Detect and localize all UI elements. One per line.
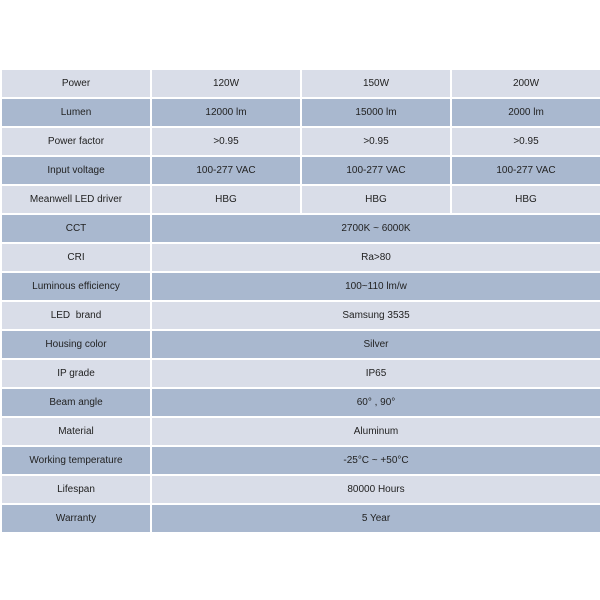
cell-120w: 120W (151, 69, 301, 98)
table-row-working-temperature (1, 446, 600, 475)
row-label: IP grade (1, 359, 151, 388)
spec-table (0, 68, 600, 534)
table-row-beam-angle (1, 388, 600, 417)
cell-200w: HBG (451, 185, 600, 214)
cell-150w: HBG (301, 185, 451, 214)
table-row-lifespan (1, 475, 600, 504)
cell-150w: 150W (301, 69, 451, 98)
table-row-led-brand (1, 301, 600, 330)
cell-200w: 100-277 VAC (451, 156, 600, 185)
cell-120w: HBG (151, 185, 301, 214)
row-label: CCT (1, 214, 151, 243)
table-row-ip-grade (1, 359, 600, 388)
row-label: Housing color (1, 330, 151, 359)
cell-merged: -25°C ~ +50°C (151, 446, 600, 475)
row-label: Warranty (1, 504, 151, 533)
cell-150w: 100-277 VAC (301, 156, 451, 185)
cell-150w: 15000 lm (301, 98, 451, 127)
row-label: Power (1, 69, 151, 98)
row-label: Beam angle (1, 388, 151, 417)
table-row-material (1, 417, 600, 446)
cell-merged: Aluminum (151, 417, 600, 446)
row-label: Lifespan (1, 475, 151, 504)
row-label: LED brand (1, 301, 151, 330)
cell-merged: 5 Year (151, 504, 600, 533)
cell-merged: 60° , 90° (151, 388, 600, 417)
cell-200w: 200W (451, 69, 600, 98)
cell-200w: 2000 lm (451, 98, 600, 127)
cell-120w: 12000 lm (151, 98, 301, 127)
cell-merged: 2700K ~ 6000K (151, 214, 600, 243)
table-row-cri (1, 243, 600, 272)
row-label: Working temperature (1, 446, 151, 475)
table-row-housing-color (1, 330, 600, 359)
cell-merged: Silver (151, 330, 600, 359)
table-row-luminous-efficiency (1, 272, 600, 301)
cell-merged: Ra>80 (151, 243, 600, 272)
spec-table-body (1, 69, 600, 533)
row-label: Meanwell LED driver (1, 185, 151, 214)
table-row-input-voltage (1, 156, 600, 185)
cell-merged: Samsung 3535 (151, 301, 600, 330)
cell-120w: 100-277 VAC (151, 156, 301, 185)
table-row-warranty (1, 504, 600, 533)
cell-merged: 100~110 lm/w (151, 272, 600, 301)
cell-120w: >0.95 (151, 127, 301, 156)
cell-200w: >0.95 (451, 127, 600, 156)
table-row-power-factor (1, 127, 600, 156)
row-label: Luminous efficiency (1, 272, 151, 301)
row-label: Input voltage (1, 156, 151, 185)
table-row-cct (1, 214, 600, 243)
table-row-power (1, 69, 600, 98)
row-label: CRI (1, 243, 151, 272)
cell-merged: 80000 Hours (151, 475, 600, 504)
table-row-lumen (1, 98, 600, 127)
cell-150w: >0.95 (301, 127, 451, 156)
cell-merged: IP65 (151, 359, 600, 388)
row-label: Material (1, 417, 151, 446)
row-label: Power factor (1, 127, 151, 156)
table-row-led-driver (1, 185, 600, 214)
row-label: Lumen (1, 98, 151, 127)
